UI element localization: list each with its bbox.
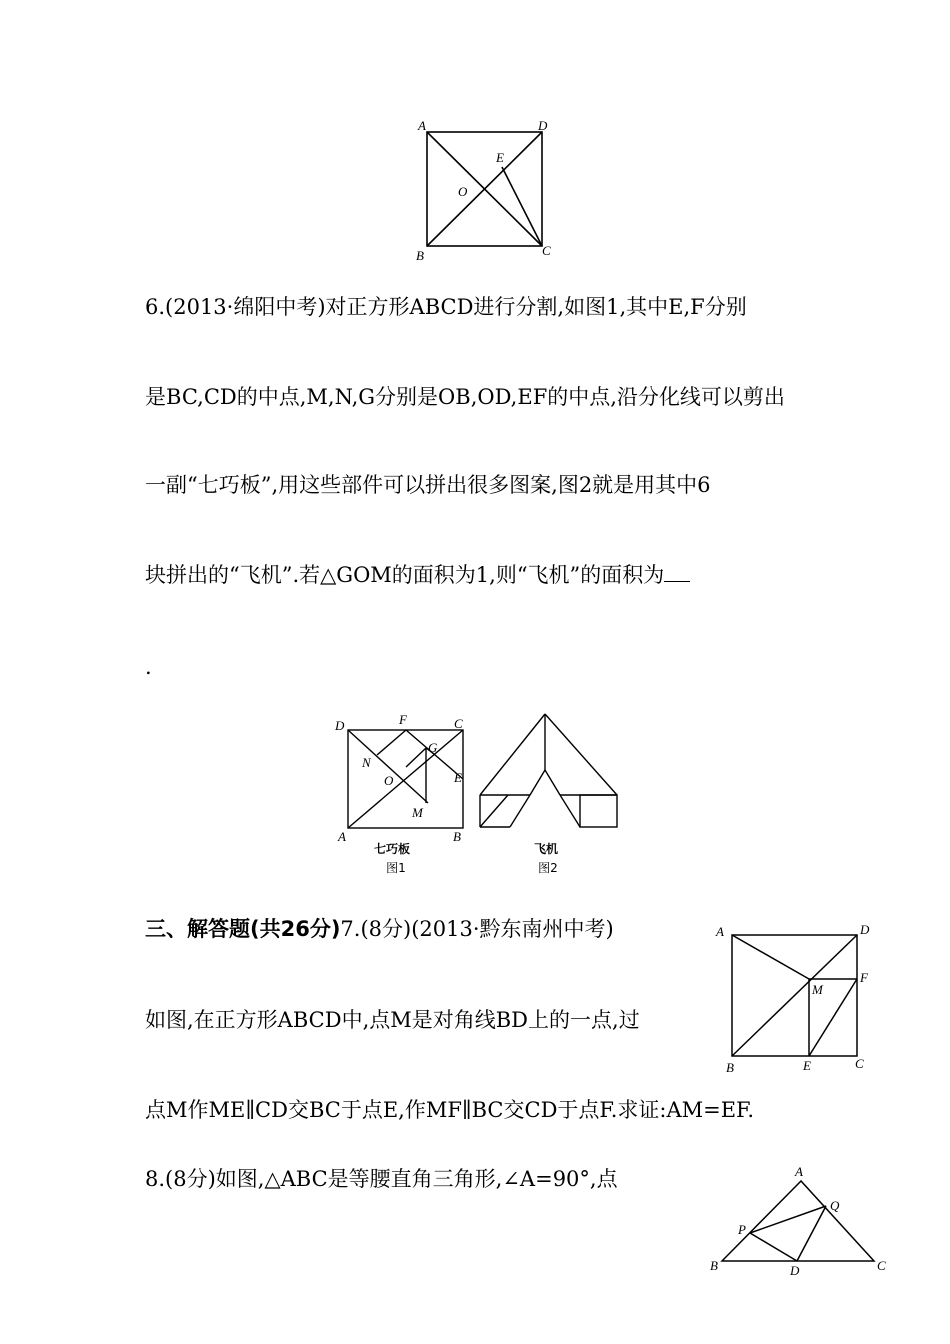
q7-label-F: F (860, 970, 868, 985)
q6-line-1: 6.(2013·绵阳中考)对正方形ABCD进行分割,如图1,其中E,F分别 (145, 295, 747, 319)
label-E: E (496, 150, 504, 165)
q8-line-1: 8.(8分)如图,△ABC是等腰直角三角形,∠A=90°,点 (145, 1167, 618, 1191)
q8-label-Q: Q (830, 1198, 840, 1213)
label-O: O (458, 184, 468, 199)
label-B: B (416, 248, 424, 263)
q7-line-2: 如图,在正方形ABCD中,点M是对角线BD上的一点,过 (145, 1008, 640, 1032)
label-C: C (542, 243, 551, 258)
tangram-label-D: D (335, 718, 345, 733)
q7-label-C: C (855, 1056, 864, 1071)
q8-label-D: D (790, 1263, 800, 1278)
label-D: D (538, 118, 548, 133)
section3-heading: 三、解答题(共26分) (145, 917, 341, 941)
tangram-label-M: M (412, 805, 423, 820)
q6-line-4-text: 块拼出的“飞机”.若△GOM的面积为1,则“飞机”的面积为 (145, 563, 665, 587)
q8-label-A: A (795, 1164, 803, 1179)
q7-label-M: M (812, 982, 823, 997)
label-A: A (418, 118, 426, 133)
caption-figure-1: 图1 (386, 861, 406, 875)
figure-q8-triangle (700, 1160, 890, 1278)
figure-square-diagonals (410, 115, 560, 265)
q7-label-A: A (716, 924, 724, 939)
caption-airplane-title: 飞机 (533, 842, 559, 856)
tangram-label-O: O (384, 773, 394, 788)
figure-q7-square (710, 920, 880, 1080)
q7-line-1: 7.(8分)(2013·黔东南州中考) (340, 917, 614, 941)
figure-tangram (330, 710, 630, 885)
answer-blank (664, 561, 690, 582)
tangram-label-B: B (453, 829, 461, 844)
q6-line-5: . (145, 655, 152, 679)
q8-label-C: C (877, 1258, 886, 1273)
q6-line-2: 是BC,CD的中点,M,N,G分别是OB,OD,EF的中点,沿分化线可以剪出 (145, 385, 785, 409)
caption-figure-2: 图2 (538, 861, 558, 875)
q7-label-D: D (860, 922, 870, 937)
tangram-label-E: E (454, 770, 462, 785)
tangram-label-G: G (428, 740, 438, 755)
tangram-label-A: A (338, 829, 346, 844)
q7-label-E: E (803, 1058, 811, 1073)
q8-label-B: B (710, 1258, 718, 1273)
q6-line-4 (145, 560, 690, 590)
q7-line-3: 点M作ME∥CD交BC于点E,作MF∥BC交CD于点F.求证:AM=EF. (145, 1098, 755, 1122)
q6-line-3: 一副“七巧板”,用这些部件可以拼出很多图案,图2就是用其中6 (145, 473, 711, 497)
caption-tangram-title: 七巧板 (373, 842, 411, 856)
q8-label-P: P (738, 1222, 746, 1237)
q7-label-B: B (726, 1060, 734, 1075)
tangram-label-N: N (362, 755, 371, 770)
section3-line (145, 914, 614, 944)
tangram-label-C: C (454, 716, 463, 731)
tangram-label-F: F (399, 712, 407, 727)
